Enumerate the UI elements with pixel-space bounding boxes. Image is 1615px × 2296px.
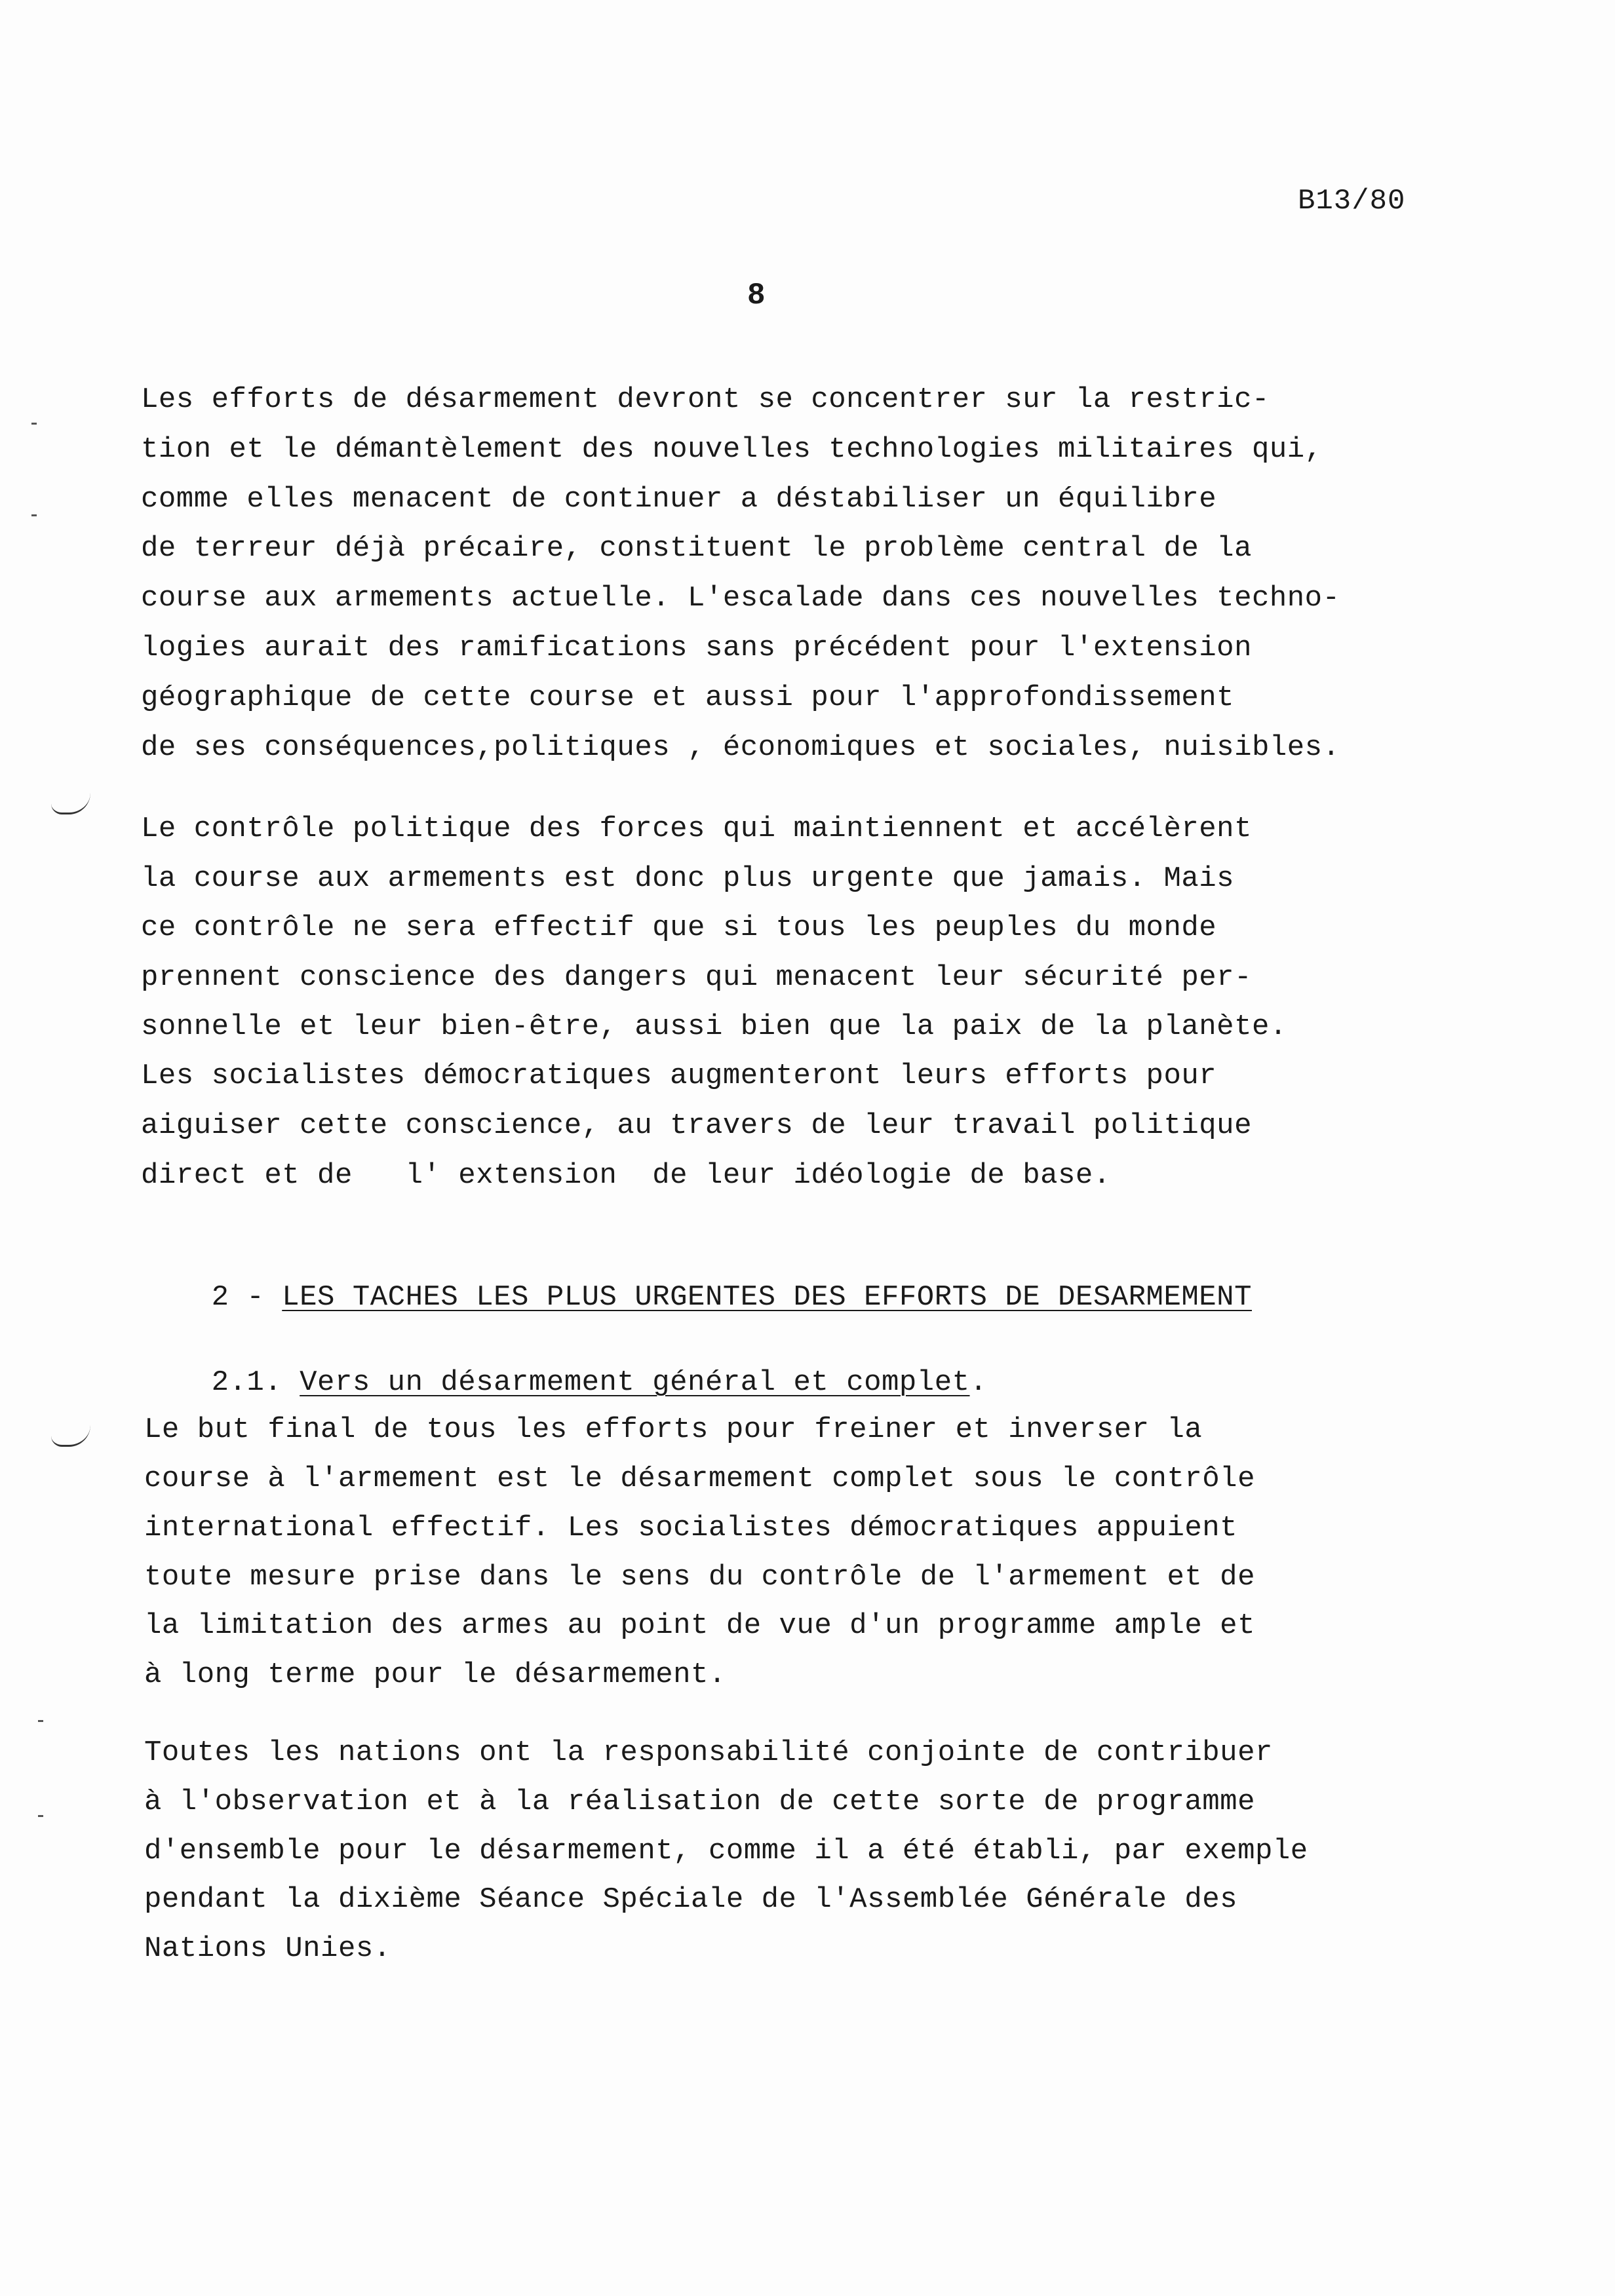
- section-title-period: .: [969, 1366, 988, 1399]
- text-line: Toutes les nations ont la responsabilité conjointe de contribuer: [144, 1736, 1273, 1769]
- text-line: géographique de cette course et aussi pour l'approfondissement: [141, 681, 1235, 714]
- document-reference: B13/80: [1298, 185, 1406, 218]
- text-line: comme elles menacent de continuer a déstabiliser un équilibre: [141, 483, 1217, 516]
- text-line: pendant la dixième Séance Spéciale de l'Assemblée Générale des: [144, 1883, 1238, 1916]
- text-line: la limitation des armes au point de vue d'un programme ample et: [144, 1609, 1255, 1642]
- text-line: d'ensemble pour le désarmement, comme il a été établi, par exemple: [144, 1835, 1308, 1867]
- text-line: prennent conscience des dangers qui menacent leur sécurité per-: [141, 961, 1252, 994]
- text-line: ce contrôle ne sera effectif que si tous les peuples du monde: [141, 911, 1217, 944]
- section-title: Vers un désarmement général et complet: [300, 1366, 970, 1399]
- margin-curve-mark: [51, 1425, 90, 1447]
- text-line: Le contrôle politique des forces qui maintiennent et accélèrent: [141, 813, 1252, 845]
- text-line: course à l'armement est le désarmement complet sous le contrôle: [144, 1463, 1255, 1495]
- text-line: logies aurait des ramifications sans précédent pour l'extension: [141, 632, 1252, 664]
- margin-tick-mark: [38, 1815, 43, 1817]
- text-line: Le but final de tous les efforts pour freiner et inverser la: [144, 1413, 1203, 1446]
- text-line: aiguiser cette conscience, au travers de leur travail politique: [141, 1109, 1252, 1142]
- text-line: Les efforts de désarmement devront se concentrer sur la restric-: [141, 383, 1270, 416]
- section-title: LES TACHES LES PLUS URGENTES DES EFFORTS DE DESARMEMENT: [282, 1281, 1252, 1314]
- section-number: 2 -: [211, 1281, 282, 1314]
- text-line: direct et de l' extension de leur idéologie de base.: [141, 1159, 1111, 1192]
- text-line: de terreur déjà précaire, constituent le problème central de la: [141, 532, 1252, 565]
- text-line: Nations Unies.: [144, 1932, 391, 1965]
- text-line: tion et le démantèlement des nouvelles technologies militaires qui,: [141, 433, 1323, 466]
- text-line: de ses conséquences,politiques , économiques et sociales, nuisibles.: [141, 731, 1340, 764]
- text-line: sonnelle et leur bien-être, aussi bien que la paix de la planète.: [141, 1010, 1287, 1043]
- text-line: toute mesure prise dans le sens du contrôle de l'armement et de: [144, 1561, 1255, 1594]
- margin-tick-mark: [38, 1720, 43, 1722]
- margin-tick-mark: [31, 423, 37, 425]
- text-line: à long terme pour le désarmement.: [144, 1658, 726, 1691]
- text-line: course aux armements actuelle. L'escalade dans ces nouvelles techno-: [141, 582, 1340, 615]
- text-line: Les socialistes démocratiques augmenteront leurs efforts pour: [141, 1060, 1217, 1092]
- margin-curve-mark: [51, 793, 90, 814]
- section-heading-2: [141, 1248, 1252, 1347]
- text-line: à l'observation et à la réalisation de cette sorte de programme: [144, 1786, 1255, 1818]
- section-number: 2.1.: [211, 1366, 300, 1399]
- text-line: la course aux armements est donc plus urgente que jamais. Mais: [141, 862, 1235, 895]
- text-line: international effectif. Les socialistes démocratiques appuient: [144, 1512, 1238, 1544]
- page-number: 8: [747, 278, 766, 313]
- margin-tick-mark: [31, 514, 37, 516]
